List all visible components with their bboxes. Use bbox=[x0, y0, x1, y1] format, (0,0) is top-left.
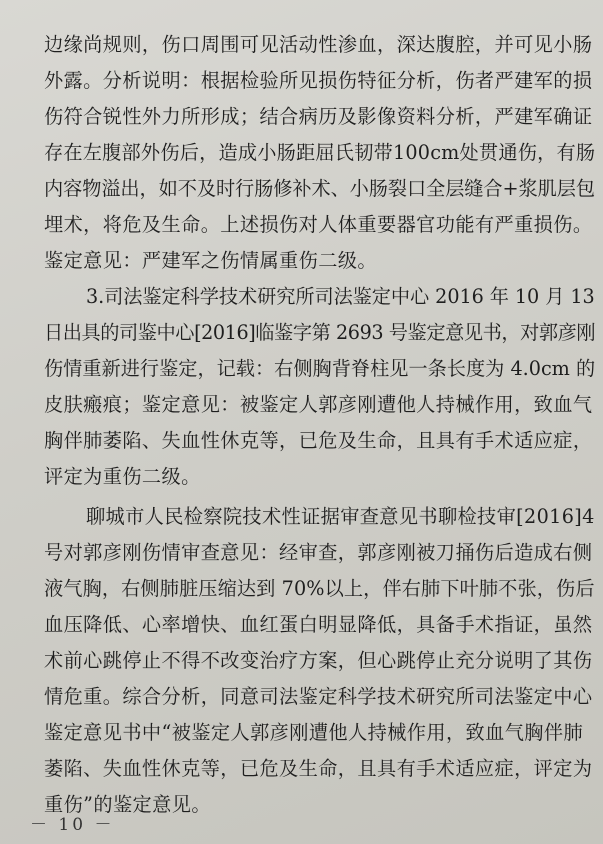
text-line: 评定为重伤二级。 bbox=[44, 465, 201, 488]
text-line: 鉴定意见书中“被鉴定人郭彦刚遭他人持械作用，致血气胸伴肺 bbox=[44, 721, 584, 744]
text-line: 内容物溢出，如不及时行肠修补术、小肠裂口全层缝合+浆肌层包 bbox=[44, 177, 595, 200]
text-line: 3.司法鉴定科学技术研究所司法鉴定中心 2016 年 10 月 13 bbox=[86, 285, 595, 308]
text-line: 日出具的司鉴中心[2016]临鉴字第 2693 号鉴定意见书，对郭彦刚 bbox=[44, 321, 596, 344]
text-line: 血压降低、心率增快、血红蛋白明显降低，具备手术指证，虽然 bbox=[44, 613, 593, 636]
text-line: 聊城市人民检察院技术性证据审查意见书聊检技审[2016]4 bbox=[86, 505, 595, 528]
text-line: 鉴定意见：严建军之伤情属重伤二级。 bbox=[44, 249, 377, 272]
text-line: 液气胸，右侧肺脏压缩达到 70%以上，伴右肺下叶肺不张，伤后 bbox=[44, 577, 595, 600]
text-line: 胸伴肺萎陷、失血性休克等，已危及生命，且具有手术适应症， bbox=[44, 429, 593, 452]
text-line: 伤符合锐性外力所形成；结合病历及影像资料分析，严建军确证 bbox=[44, 105, 593, 128]
text-line: 伤情重新进行鉴定，记载：右侧胸背脊柱见一条长度为 4.0cm 的 bbox=[44, 357, 596, 380]
text-line: 外露。分析说明：根据检验所见损伤特征分析，伤者严建军的损 bbox=[44, 69, 593, 92]
text-line: 萎陷、失血性休克等，已危及生命，且具有手术适应症，评定为 bbox=[44, 757, 593, 780]
text-line: 术前心跳停止不得不改变治疗方案，但心跳停止充分说明了其伤 bbox=[44, 649, 593, 672]
text-line: 重伤”的鉴定意见。 bbox=[44, 793, 211, 816]
text-line: 情危重。综合分析，同意司法鉴定科学技术研究所司法鉴定中心 bbox=[44, 685, 593, 708]
text-line: 皮肤瘢痕；鉴定意见：被鉴定人郭彦刚遭他人持械作用，致血气 bbox=[44, 393, 593, 416]
text-line: 边缘尚规则，伤口周围可见活动性渗血，深达腹腔，并可见小肠 bbox=[44, 33, 593, 56]
text-line: 存在左腹部外伤后，造成小肠距屈氏韧带100cm处贯通伤，有肠 bbox=[44, 141, 596, 164]
text-line: 号对郭彦刚伤情审查意见：经审查，郭彦刚被刀捅伤后造成右侧 bbox=[44, 541, 593, 564]
text-line: 埋术，将危及生命。上述损伤对人体重要器官功能有严重损伤。 bbox=[44, 213, 593, 236]
page-number: － 10 － bbox=[30, 815, 115, 835]
